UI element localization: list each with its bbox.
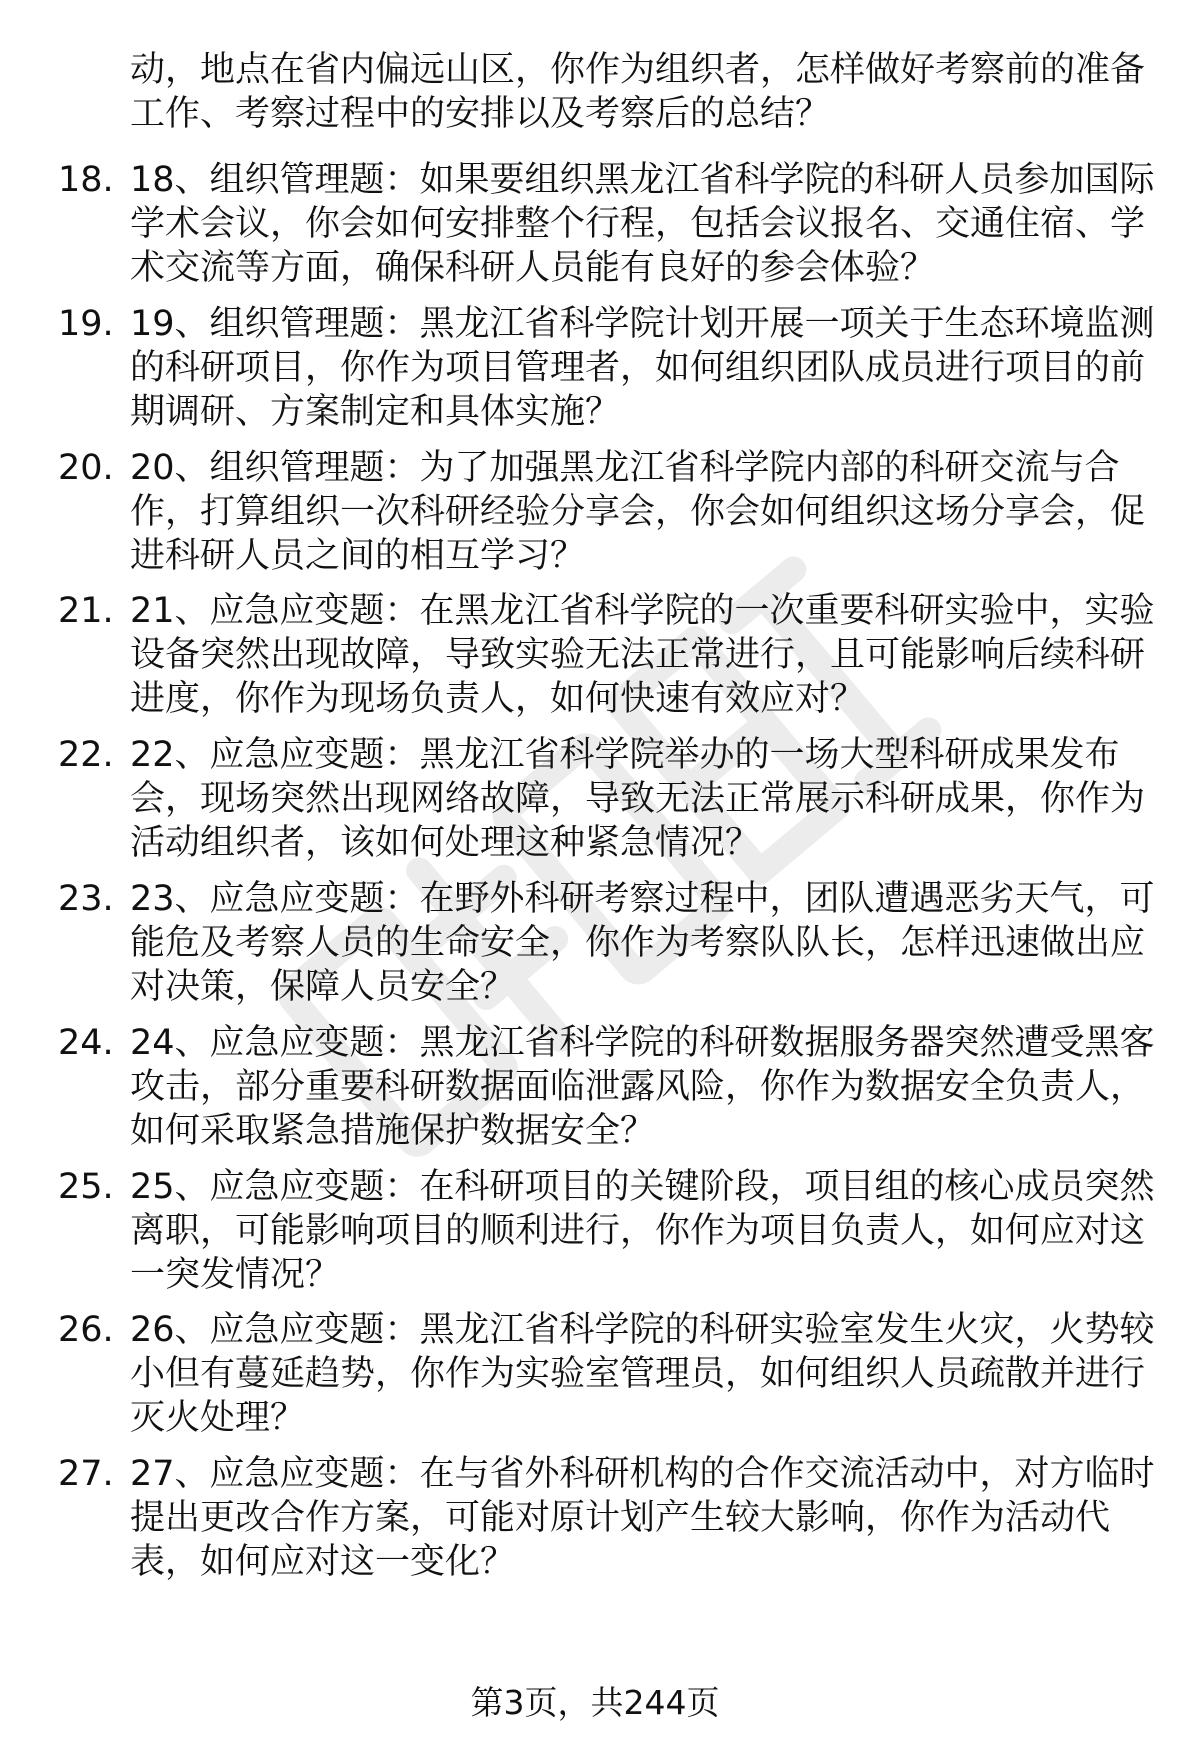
question-item: [0, 1452, 1190, 1584]
question-text: 27、应急应变题：在与省外科研机构的合作交流活动中，对方临时提出更改合作方案，可能对原计划产生较大影响，你作为活动代表，如何应对这一变化？: [130, 1454, 1155, 1583]
question-number: 22.: [58, 735, 114, 776]
question-number: 21.: [58, 591, 114, 632]
question-number: 19.: [58, 303, 114, 344]
continued-question-text: 动，地点在省内偏远山区，你作为组织者，怎样做好考察前的准备工作、考察过程中的安排以及考察后的总结？: [130, 50, 1146, 134]
question-text: 21、应急应变题：在黑龙江省科学院的一次重要科研实验中，实验设备突然出现故障，导致实验无法正常进行，且可能影响后续科研进度，你作为现场负责人，如何快速有效应对？: [130, 591, 1155, 720]
question-number: 24.: [58, 1022, 114, 1063]
question-item: [0, 1308, 1190, 1440]
question-item: [0, 1165, 1190, 1297]
question-number: 26.: [58, 1310, 114, 1351]
question-text: 26、应急应变题：黑龙江省科学院的科研实验室发生火灾，火势较小但有蔓延趋势，你作为实验室管理员，如何组织人员疏散并进行灭火处理？: [130, 1310, 1155, 1439]
question-item: [0, 589, 1190, 721]
question-item: [0, 877, 1190, 1009]
question-number: 27.: [58, 1454, 114, 1495]
question-item: [0, 302, 1190, 434]
question-text: 24、应急应变题：黑龙江省科学院的科研数据服务器突然遭受黑客攻击，部分重要科研数据面临泄露风险，你作为数据安全负责人，如何采取紧急措施保护数据安全？: [130, 1022, 1155, 1151]
question-list: [0, 158, 1190, 1596]
question-number: 25.: [58, 1166, 114, 1207]
question-number: 20.: [58, 447, 114, 488]
question-number: 23.: [58, 878, 114, 919]
page-footer: 第3页，共244页: [470, 1683, 720, 1722]
question-text: 25、应急应变题：在科研项目的关键阶段，项目组的核心成员突然离职，可能影响项目的顺利进行，你作为项目负责人，如何应对这一突发情况？: [130, 1166, 1155, 1295]
question-item: [0, 733, 1190, 865]
question-number: 18.: [58, 160, 114, 200]
question-item: [0, 1021, 1190, 1153]
question-text: 18、组织管理题：如果要组织黑龙江省科学院的科研人员参加国际学术会议，你会如何安排整个行程，包括会议报名、交通住宿、学术交流等方面，确保科研人员能有良好的参会体验？: [130, 160, 1155, 288]
question-text: 23、应急应变题：在野外科研考察过程中，团队遭遇恶劣天气，可能危及考察人员的生命安全，你作为考察队队长，怎样迅速做出应对决策，保障人员安全？: [130, 878, 1155, 1007]
question-item: [0, 446, 1190, 578]
question-text: 20、组织管理题：为了加强黑龙江省科学院内部的科研交流与合作，打算组织一次科研经验分享会，你会如何组织这场分享会，促进科研人员之间的相互学习？: [130, 447, 1146, 576]
question-text: 22、应急应变题：黑龙江省科学院举办的一场大型科研成果发布会，现场突然出现网络故障，导致无法正常展示科研成果，你作为活动组织者，该如何处理这种紧急情况？: [130, 735, 1146, 864]
question-text: 19、组织管理题：黑龙江省科学院计划开展一项关于生态环境监测的科研项目，你作为项目管理者，如何组织团队成员进行项目的前期调研、方案制定和具体实施？: [130, 303, 1155, 432]
question-item: [0, 158, 1190, 290]
